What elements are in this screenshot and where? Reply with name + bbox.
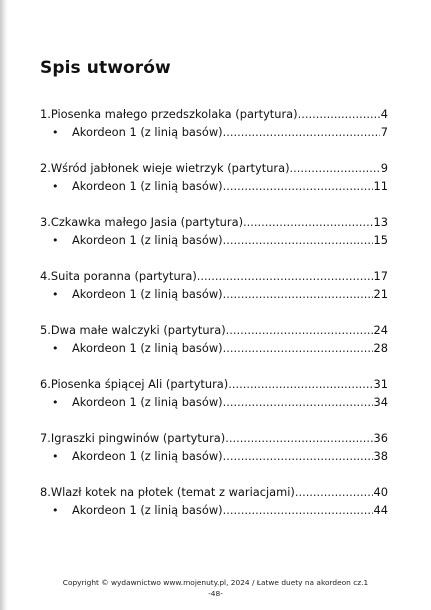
toc-page-number: 38 <box>373 449 388 463</box>
toc-page-number: 36 <box>373 431 388 445</box>
dot-leader <box>298 105 380 123</box>
toc-main-row[interactable] <box>40 213 388 231</box>
dot-leader <box>228 375 372 393</box>
toc-sub-row[interactable] <box>40 123 388 142</box>
bullet-icon: • <box>52 342 59 355</box>
toc-sub-row[interactable] <box>40 231 388 250</box>
toc-main-row[interactable] <box>40 159 388 177</box>
dot-leader <box>295 483 373 501</box>
toc-sub-title: Akordeon 1 (z linią basów) <box>72 503 223 517</box>
toc-sub-title: Akordeon 1 (z linią basów) <box>72 341 223 355</box>
toc-page-number: 24 <box>373 323 388 337</box>
toc-page-number: 17 <box>373 269 388 283</box>
toc-sub-title: Akordeon 1 (z linią basów) <box>72 233 223 247</box>
toc-page-number: 4 <box>380 107 388 121</box>
toc-entry-title: 4.Suita poranna (partytura) <box>40 269 197 283</box>
dot-leader <box>243 213 372 231</box>
toc-main-row[interactable] <box>40 483 388 501</box>
toc-sub-title: Akordeon 1 (z linią basów) <box>72 395 223 409</box>
bullet-icon: • <box>52 288 59 301</box>
dot-leader <box>223 339 373 357</box>
toc-main-row[interactable] <box>40 429 388 447</box>
toc-entry <box>40 375 388 412</box>
dot-leader <box>223 285 373 303</box>
toc-entry-title: 2.Wśród jabłonek wieje wietrzyk (partytura) <box>40 161 290 175</box>
page-title: Spis utworów <box>40 58 171 78</box>
toc-page-number: 44 <box>373 503 388 517</box>
dot-leader <box>290 159 380 177</box>
toc-entry <box>40 429 388 466</box>
dot-leader <box>223 393 373 411</box>
toc-sub-row[interactable] <box>40 447 388 466</box>
toc-sub-row[interactable] <box>40 339 388 358</box>
toc-sub-title: Akordeon 1 (z linią basów) <box>72 449 223 463</box>
dot-leader <box>223 501 373 519</box>
bullet-icon: • <box>52 234 59 247</box>
bullet-icon: • <box>52 504 59 517</box>
toc-main-row[interactable] <box>40 321 388 339</box>
toc-entry <box>40 105 388 142</box>
toc-page-number: 34 <box>373 395 388 409</box>
toc-page-number: 13 <box>373 215 388 229</box>
toc-sub-title: Akordeon 1 (z linią basów) <box>72 125 223 139</box>
toc-page-number: 15 <box>373 233 388 247</box>
dot-leader <box>225 429 372 447</box>
toc-entry-title: 5.Dwa małe walczyki (partytura) <box>40 323 226 337</box>
dot-leader <box>197 267 373 285</box>
bullet-icon: • <box>52 396 59 409</box>
toc-entry-title: 3.Czkawka małego Jasia (partytura) <box>40 215 244 229</box>
toc-sub-title: Akordeon 1 (z linią basów) <box>72 287 223 301</box>
dot-leader <box>223 231 373 249</box>
toc-page-number: 11 <box>373 179 388 193</box>
toc-page-number: 7 <box>380 125 388 139</box>
footer-copyright: Copyright © wydawnictwo www.mojenuty.pl, 2024 / Łatwe duety na akordeon cz.1 <box>62 578 369 587</box>
toc-entry-title: 6.Piosenka śpiącej Ali (partytura) <box>40 377 229 391</box>
toc-main-row[interactable] <box>40 105 388 123</box>
table-of-contents <box>40 105 388 537</box>
toc-page-number: 40 <box>373 485 388 499</box>
toc-main-row[interactable] <box>40 375 388 393</box>
page-edge-shadow <box>0 0 8 610</box>
toc-entry <box>40 213 388 250</box>
dot-leader <box>226 321 373 339</box>
toc-sub-row[interactable] <box>40 501 388 520</box>
toc-main-row[interactable] <box>40 267 388 285</box>
dot-leader <box>223 177 373 195</box>
bullet-icon: • <box>52 180 59 193</box>
toc-sub-row[interactable] <box>40 177 388 196</box>
toc-entry <box>40 483 388 520</box>
footer-page-number: -48- <box>208 589 223 598</box>
toc-entry <box>40 267 388 304</box>
toc-entry-title: 1.Piosenka małego przedszkolaka (partytura) <box>40 107 298 121</box>
toc-sub-title: Akordeon 1 (z linią basów) <box>72 179 223 193</box>
toc-entry <box>40 321 388 358</box>
toc-page-number: 31 <box>373 377 388 391</box>
toc-page-number: 28 <box>373 341 388 355</box>
dot-leader <box>223 123 380 141</box>
toc-entry-title: 8.Wlazł kotek na płotek (temat z wariacjami) <box>40 485 295 499</box>
dot-leader <box>223 447 373 465</box>
toc-entry <box>40 159 388 196</box>
toc-entry-title: 7.Igraszki pingwinów (partytura) <box>40 431 226 445</box>
toc-sub-row[interactable] <box>40 393 388 412</box>
bullet-icon: • <box>52 450 59 463</box>
toc-page-number: 9 <box>380 161 388 175</box>
toc-page-number: 21 <box>373 287 388 301</box>
toc-sub-row[interactable] <box>40 285 388 304</box>
bullet-icon: • <box>52 126 59 139</box>
